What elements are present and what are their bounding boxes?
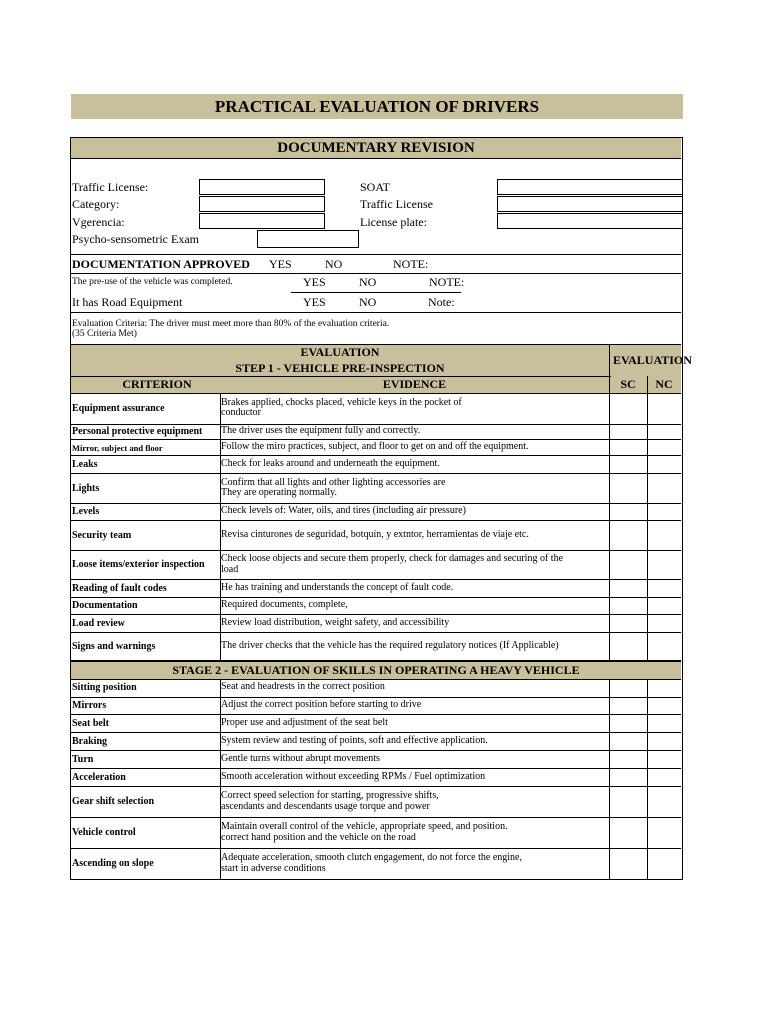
criterion-cell: Vehicle control [72,827,136,838]
evidence-cell: Confirm that all lights and other lighting accessories are They are operating normally. [221,476,446,498]
criterion-cell: Security team [72,529,132,541]
criterion-cell: Turn [72,753,94,765]
evidence-cell: Required documents, complete, [221,599,348,611]
table-row [71,551,681,580]
table-row [71,440,681,456]
table-row [71,504,681,521]
nc-checkbox-cell[interactable] [648,598,681,614]
evaluation-title: EVALUATION [300,345,380,359]
evaluation-criteria-line1: Evaluation Criteria: The driver must meet more than 80% of the evaluation criteria. [72,319,390,329]
psycho-exam-label: Psycho-sensometric Exam [72,232,199,246]
criterion-cell: Signs and warnings [72,640,156,652]
criterion-cell: Documentation [72,600,138,611]
nc-checkbox-cell[interactable] [648,715,681,732]
evidence-cell: Correct speed selection for starting, progressive shifts, ascendants and descendants usage torque and power [221,790,439,812]
road-equipment-yes[interactable]: YES [303,295,326,309]
table-row [71,456,681,474]
criterion-cell: Levels [72,506,100,517]
table-row [71,615,681,633]
sc-checkbox-cell[interactable] [610,521,647,550]
sc-checkbox-cell[interactable] [610,504,647,520]
pre-use-note: NOTE: [429,275,465,289]
sc-checkbox-cell[interactable] [610,456,647,473]
table-row [71,393,681,425]
sc-checkbox-cell[interactable] [610,769,647,786]
criterion-cell: Personal protective equipment [72,426,203,437]
nc-checkbox-cell[interactable] [648,551,681,579]
table-row [71,698,681,715]
sc-checkbox-cell[interactable] [610,474,647,503]
criterion-cell: Equipment assurance [72,402,165,414]
traffic-license-label: Traffic License: [72,180,149,194]
evidence-cell: Gentle turns without abrupt movements [221,752,380,764]
sc-checkbox-cell[interactable] [610,787,647,817]
license-plate-label: License plate: [360,215,427,229]
criterion-cell: Acceleration [72,771,126,783]
nc-checkbox-cell[interactable] [648,679,681,697]
criterion-cell: Load review [72,617,125,629]
documentation-approved-label: DOCUMENTATION APPROVED [72,257,250,271]
pre-use-underline [291,292,461,293]
nc-checkbox-cell[interactable] [648,698,681,714]
road-equipment-label: It has Road Equipment [72,295,183,309]
table-row [71,580,681,598]
criterion-cell: Loose items/exterior inspection [72,559,205,570]
table-row [71,818,681,849]
nc-checkbox-cell[interactable] [648,787,681,817]
criterion-cell: Seat belt [72,717,109,729]
evidence-cell: Check levels of: Water, oils, and tires (including air pressure) [221,505,466,517]
evaluation-criteria-line2: (35 Criteria Met) [72,329,137,339]
criterion-cell: Reading of fault codes [72,582,167,594]
criterion-cell: Sitting position [72,682,137,693]
stage2-header [71,661,681,680]
sc-checkbox-cell[interactable] [610,440,647,455]
evidence-cell: The driver uses the equipment fully and correctly. [221,425,421,437]
stage2-title: STAGE 2 - EVALUATION OF SKILLS IN OPERATING A HEAVY VEHICLE [172,663,580,677]
nc-checkbox-cell[interactable] [648,818,681,848]
nc-header: NC [655,377,673,391]
license-plate-field[interactable] [497,213,683,229]
traffic-license-right-label: Traffic License [360,197,433,211]
sc-checkbox-cell[interactable] [610,818,647,848]
documentary-revision-title: DOCUMENTARY REVISION [277,140,475,156]
psycho-exam-field[interactable] [257,230,359,248]
sc-checkbox-cell[interactable] [610,615,647,632]
evidence-cell: Revisa cinturones de seguridad, botquín, y extntor, herramientas de viaje etc. [221,528,529,540]
nc-checkbox-cell[interactable] [648,425,681,439]
evidence-cell: Check for leaks around and underneath the equipment. [221,457,440,469]
table-row [71,733,681,751]
nc-checkbox-cell[interactable] [648,521,681,550]
evidence-cell: Maintain overall control of the vehicle, appropriate speed, and position. correct hand position and the vehicle on the road [221,821,508,843]
nc-checkbox-cell[interactable] [648,393,681,424]
nc-checkbox-cell[interactable] [648,751,681,768]
evaluation-column-title: EVALUATION [613,353,692,367]
table-row [71,849,681,880]
evidence-cell: The driver checks that the vehicle has the required regulatory notices (If Applicable) [221,639,559,651]
evidence-cell: Proper use and adjustment of the seat belt [221,716,388,728]
documentary-revision-header [71,138,681,159]
evidence-cell: Adequate acceleration, smooth clutch engagement, do not force the engine, start in adverse conditions [221,852,522,874]
pre-use-no[interactable]: NO [359,275,377,289]
evidence-cell: Check loose objects and secure them properly, check for damages and securing of the load [221,553,564,575]
pre-use-yes[interactable]: YES [303,275,326,289]
nc-checkbox-cell[interactable] [648,769,681,786]
table-row [71,633,681,661]
vgerencia-label: Vgerencia: [72,215,125,229]
sc-checkbox-cell[interactable] [610,580,647,597]
table-row [71,769,681,787]
nc-checkbox-cell[interactable] [648,633,681,660]
nc-checkbox-cell[interactable] [648,440,681,455]
sc-checkbox-cell[interactable] [610,393,647,424]
sc-checkbox-cell[interactable] [610,598,647,614]
category-label: Category: [72,197,120,211]
road-equipment-note: Note: [428,295,455,309]
nc-checkbox-cell[interactable] [648,733,681,750]
traffic-license-right-field[interactable] [497,196,683,212]
page-title: PRACTICAL EVALUATION OF DRIVERS [71,94,683,119]
sc-checkbox-cell[interactable] [610,698,647,714]
criterion-cell: Lights [72,482,100,494]
pre-use-label: The pre-use of the vehicle was completed. [72,277,233,287]
sc-checkbox-cell[interactable] [610,679,647,697]
criterion-header: CRITERION [122,377,192,391]
doc-approved-yes[interactable]: YES [269,257,292,271]
sc-header: SC [620,377,636,391]
table-row [71,598,681,615]
sc-checkbox-cell[interactable] [610,633,647,660]
evidence-cell: Adjust the correct position before starting to drive [221,699,422,711]
nc-checkbox-cell[interactable] [648,456,681,473]
traffic-license-field[interactable] [199,179,325,195]
sc-checkbox-cell[interactable] [610,551,647,579]
evidence-cell: He has training and understands the concept of fault code. [221,581,454,593]
doc-approved-note: NOTE: [393,257,429,271]
criterion-cell: Leaks [72,458,98,470]
table-row [71,679,681,698]
table-row [71,751,681,769]
evidence-cell: Brakes applied, chocks placed, vehicle keys in the pocket of conductor [221,396,462,418]
table-row [71,521,681,551]
criterion-cell: Mirror, subject and floor [72,442,163,453]
nc-checkbox-cell[interactable] [648,504,681,520]
sc-checkbox-cell[interactable] [610,733,647,750]
nc-checkbox-cell[interactable] [648,474,681,503]
nc-checkbox-cell[interactable] [648,615,681,632]
criterion-cell: Ascending on slope [72,858,154,869]
criterion-cell: Gear shift selection [72,796,155,807]
evidence-cell: Review load distribution, weight safety, and accessibility [221,616,450,628]
evidence-cell: Smooth acceleration without exceeding RPMs / Fuel optimization [221,770,486,782]
soat-field[interactable] [497,179,683,195]
nc-checkbox-cell[interactable] [648,580,681,597]
sc-checkbox-cell[interactable] [610,715,647,732]
table-row [71,715,681,733]
step1-title: STEP 1 - VEHICLE PRE-INSPECTION [235,361,445,375]
evidence-cell: Follow the miro practices, subject, and floor to get on and off the equipment. [221,440,529,452]
vgerencia-field[interactable] [199,213,325,229]
category-field[interactable] [199,196,325,212]
criterion-cell: Mirrors [72,700,107,711]
evidence-cell: System review and testing of points, soft and effective application. [221,734,488,746]
sc-checkbox-cell[interactable] [610,425,647,439]
criterion-cell: Braking [72,735,108,747]
evidence-cell: Seat and headrests in the correct position [221,681,385,693]
table-row [71,787,681,818]
evidence-header: EVIDENCE [382,377,447,391]
evaluation-form [70,137,692,880]
doc-approved-no[interactable]: NO [325,257,343,271]
table-row [71,474,681,504]
table-row [71,425,681,440]
nc-checkbox-cell[interactable] [648,849,681,879]
sc-checkbox-cell[interactable] [610,849,647,879]
sc-checkbox-cell[interactable] [610,751,647,768]
soat-label: SOAT [360,180,391,194]
road-equipment-no[interactable]: NO [359,295,377,309]
